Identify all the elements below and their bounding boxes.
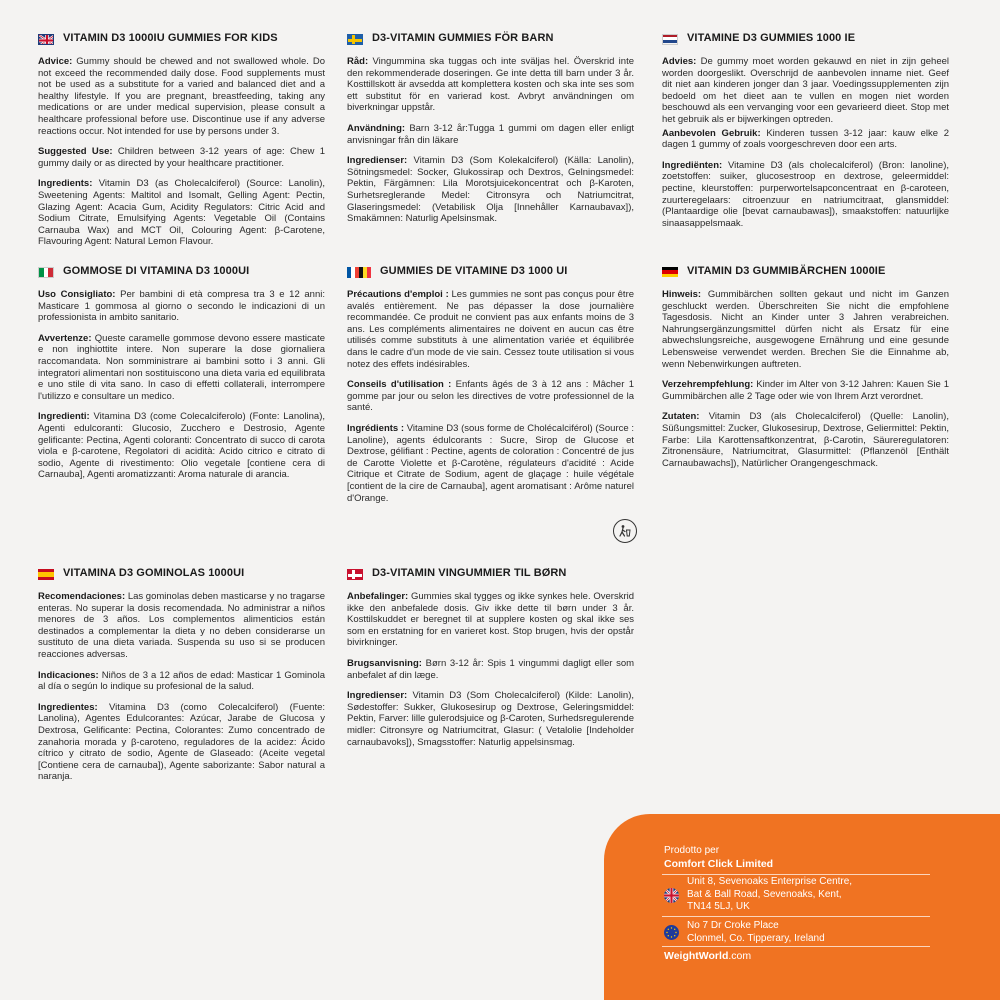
section-nl (662, 30, 949, 238)
section-nl-title: VITAMINE D3 GUMMIES 1000 IE (687, 32, 856, 45)
section-se-title: D3-VITAMIN GUMMIES FÖR BARN (372, 32, 554, 45)
italy-flag-icon (38, 267, 54, 278)
se-usage: Användning: Barn 3-12 år:Tugga 1 gummi om dagen eller enligt anvisningar från din läkare (347, 122, 635, 146)
section-uk-header (38, 30, 325, 48)
section-es (38, 565, 325, 792)
section-fr-title: GUMMIES DE VITAMINE D3 1000 UI (380, 265, 568, 278)
uk-ingredients: Ingredients: Vitamin D3 (as Cholecalciferol) (Source: Lanolin), Sweetening Agents: Maltitol and Isomalt, Gelling Agent: Pectin, Glazing Agent: Acacia Gum, Acidity Regulators: Citric Acid and Sodium Citrate, Emulsifying Agents: Vegetable Oil (Contains Carnauba Wax) and MCT Oil, Colouring Agent: β-Carotene, Flavouring Agent: Natural Lemon Flavour. (38, 178, 325, 248)
section-uk (38, 30, 325, 257)
dk-usage: Brugsanvisning: Børn 3-12 år: Spis 1 vingummi dagligt eller som anbefalet af din læge. (347, 657, 635, 681)
de-ingredients: Zutaten: Vitamin D3 (als Cholecalciferol) (Quelle: Lanolin), Süßungsmittel: Zucker, Glukosesirup, Dextrose, Geliermittel: Pektin, Farbe: Lila Karottensaftkonzentrat, β-Carotin, Säureregulatoren: Zitronensäure, Natriumcitrat, Glasurmittel: (Pflanzenöl [Enthält Carnaubawachs]), Natürlicher Orangengeschmack. (662, 411, 949, 469)
section-es-title: VITAMINA D3 GOMINOLAS 1000UI (63, 567, 245, 580)
nl-usage: Aanbevolen Gebruik: Kinderen tussen 3-12 jaar: kauw elke 2 dagen 1 gummy of zoals voorgeschreven door een arts. (662, 127, 949, 151)
section-se-header (347, 30, 634, 48)
it-usage: Uso Consigliato: Per bambini di età compresa tra 3 e 12 anni: Masticare 1 gommosa al giorno o secondo le indicazioni di un professionista in ambito sanitario. (38, 289, 325, 324)
tidyman-recycle-icon (613, 519, 637, 543)
uk-flag-icon (664, 888, 679, 903)
fr-usage: Conseils d'utilisation : Enfants âgés de 3 à 12 ans : Mâcher 1 gomme par jour ou selon les directives de votre professionnel de la santé. (347, 379, 634, 414)
spain-flag-icon (38, 569, 54, 580)
se-advice: Råd: Vingummina ska tuggas och inte sväljas hel. Överskrid inte den rekommenderade doseringen. Ge inte detta till barn under 3 år. Kosttillskott är avsedda att komplettera kosten och ska inte ses som ett substitut för en varierad kost. Avbryt användningen om biverkningar uppstår. (347, 56, 634, 114)
eu-address: No 7 Dr Croke Place Clonmel, Co. Tipperary, Ireland (687, 920, 825, 944)
section-fr-header (347, 263, 634, 281)
section-se (347, 30, 634, 234)
nl-advice: Advies: De gummy moet worden gekauwd en niet in zijn geheel worden doorgeslikt. Overschrijd de aanbevolen inname niet. Geef dit niet aan kinderen jonger dan 3 jaar. Voedingssupplementen zijn bedoeld om het dieet aan te vullen en mogen niet worden beschouwd als een vervanging voor een gevarieerd dieet. Stop met het gebruik als er bijwerkingen optreden. (662, 56, 949, 125)
section-dk-title: D3-VITAMIN VINGUMMIER TIL BØRN (372, 567, 567, 580)
uk-advice: Advice: Gummy should be chewed and not swallowed whole. Do not exceed the recommended daily dose. Food supplements must not be used as a substitute for a varied and balanced diet and a healthy lifestyle. If you are pregnant, breastfeeding, taking any medications or are under medical supervision, please consult a healthcare professional before use. Discontinue use if any adverse reactions occur. Not intended for use by persons under 3. (38, 56, 325, 137)
germany-flag-icon (662, 267, 678, 278)
section-it-title: GOMMOSE DI VITAMINA D3 1000UI (63, 265, 250, 278)
section-nl-header (662, 30, 949, 48)
section-dk (347, 565, 634, 757)
se-ingredients: Ingredienser: Vitamin D3 (Som Kolekalciferol) (Källa: Lanolin), Sötningsmedel: Socker, Glukossirap och Dextros, Gelningsmedel: Pektin, Färgämnen: Lila Morotsjuicekoncentrat och β-Karoten, Surhetsreglerande Medel: Citronsyra och Natriumcitrat, Glaseringsmedel: (Vetabilisk Olja [Innehåller Karnaubavax]), Smakämnen: Naturlig Apelsinsmak. (347, 155, 635, 225)
manufacturer-panel (604, 814, 1000, 1000)
de-notice: Hinweis: Gummibärchen sollten gekaut und nicht im Ganzen geschluckt werden. Überschreiten Sie nicht die empfohlene Tagesdosis. Nicht an Kinder unter 3 Jahren verabreichen. Nahrungsergänzungsmittel dürfen nicht als Ersatz für eine abwechslungsreiche, ausgewogene Ernährung und eine gesunde Lebensweise verwendet werden. Brechen Sie die Einnahme ab, wenn Nebenwirkungen auftreten. (662, 289, 949, 370)
dk-recommendations: Anbefalinger: Gummies skal tygges og ikke synkes hele. Overskrid ikke den anbefalede dosis. Giv ikke dette til børn under 3 år. Kosttilskuddet er beregnet til at supplere kosten og skal ikke ses som en erstatning for en varieret kost. Stop brugen, hvis der opstår bivirkninger. (347, 591, 634, 649)
company-name: Comfort Click Limited (664, 858, 774, 870)
section-uk-title: VITAMIN D3 1000IU GUMMIES FOR KIDS (63, 32, 278, 45)
nl-ingredients: Ingrediënten: Vitamine D3 (als cholecalciferol) (Bron: lanoline), zoetstoffen: suiker, glucosestroop en dextrose, geleermiddel: pectine, kleurstoffen: purperwortelsapconcentraat en β-caroteen, zuurteregelaars: citroenzuur en natriumcitraat, glansmiddel: (Plantaardige olie [bevat carnaubawas]), smaakstoffen: natuurlijke sinaasappelsmaak. (662, 159, 949, 229)
fr-ingredients: Ingrédients : Vitamine D3 (sous forme de Cholécalciférol) (Source : Lanoline), agents édulcorants : Sucre, Sirop de Glucose et Dextrose, gélifiant : Pectine, agents de coloration : Concentré de jus de Carotte Violette et β-Carotène, régulateurs d'acidité : Acide Citrique et Citrate de Sodium, agent de glaçage : huile végétale [contient de la cire de Carnauba], agent aromatisant : Arôme naturel d'Orange. (347, 422, 634, 504)
netherlands-flag-icon (662, 34, 678, 45)
fr-precautions: Précautions d'emploi : Les gummies ne sont pas conçus pour être avalés entièrement. Ne pas dépasser la dose journalière recommandée. Ce produit ne convient pas aux enfants moins de 3 ans. Les compléments alimentaires ne doivent en aucun cas être utilisés comme substituts à une alimentation variée et équilibrée dans le cadre d'un mode de vie sain. Cessez toute utilisation si vous notez des effets indésirables. (347, 289, 635, 370)
eu-flag-icon (664, 925, 679, 940)
brand-website: WeightWorld.com (664, 950, 752, 962)
section-es-header (38, 565, 325, 583)
sweden-flag-icon (347, 34, 363, 45)
es-indications: Indicaciones: Niños de 3 a 12 años de edad: Masticar 1 Gominola al día o según lo indique su profesional de la salud. (38, 669, 325, 693)
section-fr (347, 263, 634, 513)
dk-ingredients: Ingredienser: Vitamin D3 (Som Cholecalciferol) (Kilde: Lanolin), Sødestoffer: Sukker, Glukosesirup og Dextrose, Geleringsmiddel: Pektin, Farver: lille gulerodsjuice og β-Caroten, Surhedsregulerende midler: Citronsyre og Natriumcitrat, Glasur: ( Vetalolie [Indeholder carnaubavoks]), Smagsstoffer: Naturlig appelsinsmag. (347, 690, 635, 748)
divider (662, 946, 930, 947)
uk-suggested-use: Suggested Use: Children between 3-12 years of age: Chew 1 gummy daily or as directed by your healthcare practitioner. (38, 146, 325, 169)
it-ingredients: Ingredienti: Vitamina D3 (come Colecalciferolo) (Fonte: Lanolina), Agenti edulcoranti: Glucosio, Zucchero e Destrosio, Agente gelificante: Pectina, Agenti coloranti: Concentrato di succo di carota viola e β-carotene, Regolatori di acidità: Acido citrico e citrato di sodio, Agente di rivestimento: Olio vegetale [contiene cera di Carnauba], Agenti aromatizzanti: Aroma naturale di arancia. (38, 411, 325, 481)
section-de (662, 263, 949, 478)
section-it (38, 263, 325, 490)
section-de-header (662, 263, 949, 281)
uk-flag-icon (38, 34, 54, 45)
divider (662, 874, 930, 875)
section-dk-header (347, 565, 634, 583)
france-belgium-flag-icon (347, 267, 371, 278)
uk-address: Unit 8, Sevenoaks Enterprise Centre, Bat & Ball Road, Sevenoaks, Kent, TN14 5LJ, UK (687, 876, 853, 912)
section-it-header (38, 263, 325, 281)
divider (662, 916, 930, 917)
it-warnings: Avvertenze: Queste caramelle gommose devono essere masticate e non inghiottite intere. Non superare la dose giornaliera raccomandata. Non somministrare ai bambini sotto i 3 anni. Gli integratori alimentari non sostituiscono una dieta varia ed equilibrata e uno stile di vita sano. In caso di effetti collaterali, interrompere l'utilizzo e consultare un medico. (38, 332, 326, 402)
es-ingredients: Ingredientes: Vitamina D3 (como Colecalciferol) (Fuente: Lanolina), Agentes Edulcorantes: Azúcar, Jarabe de Glucosa y Dextrosa, Gelificante: Pectina, Colorantes: Zumo concentrado de zanahoria morada y β-caroteno, reguladores de la acidez: Ácido cítrico y citrato de sodio, Agente de Glaseado: (Aceite vegetal [Contiene cera de carnauba]), Agente saborizante: Sabor natural a naranja. (38, 701, 326, 783)
section-de-title: VITAMIN D3 GUMMIBÄRCHEN 1000IE (687, 265, 886, 278)
denmark-flag-icon (347, 569, 363, 580)
de-usage: Verzehrempfehlung: Kinder im Alter von 3-12 Jahren: Kauen Sie 1 Gummibärchen alle 2 Tage oder wie von Ihrem Arzt verordnet. (662, 379, 949, 402)
produced-by-label: Prodotto per (664, 845, 720, 856)
es-recommendations: Recomendaciones: Las gominolas deben masticarse y no tragarse enteras. No superar la dosis recomendada. No administrar a niños menores de 3 años. Los complementos alimenticios están destinados a complementar la dieta y no deben considerarse un sustituto de una dieta variada. Suspenda su uso si se producen reacciones adversas. (38, 591, 326, 660)
